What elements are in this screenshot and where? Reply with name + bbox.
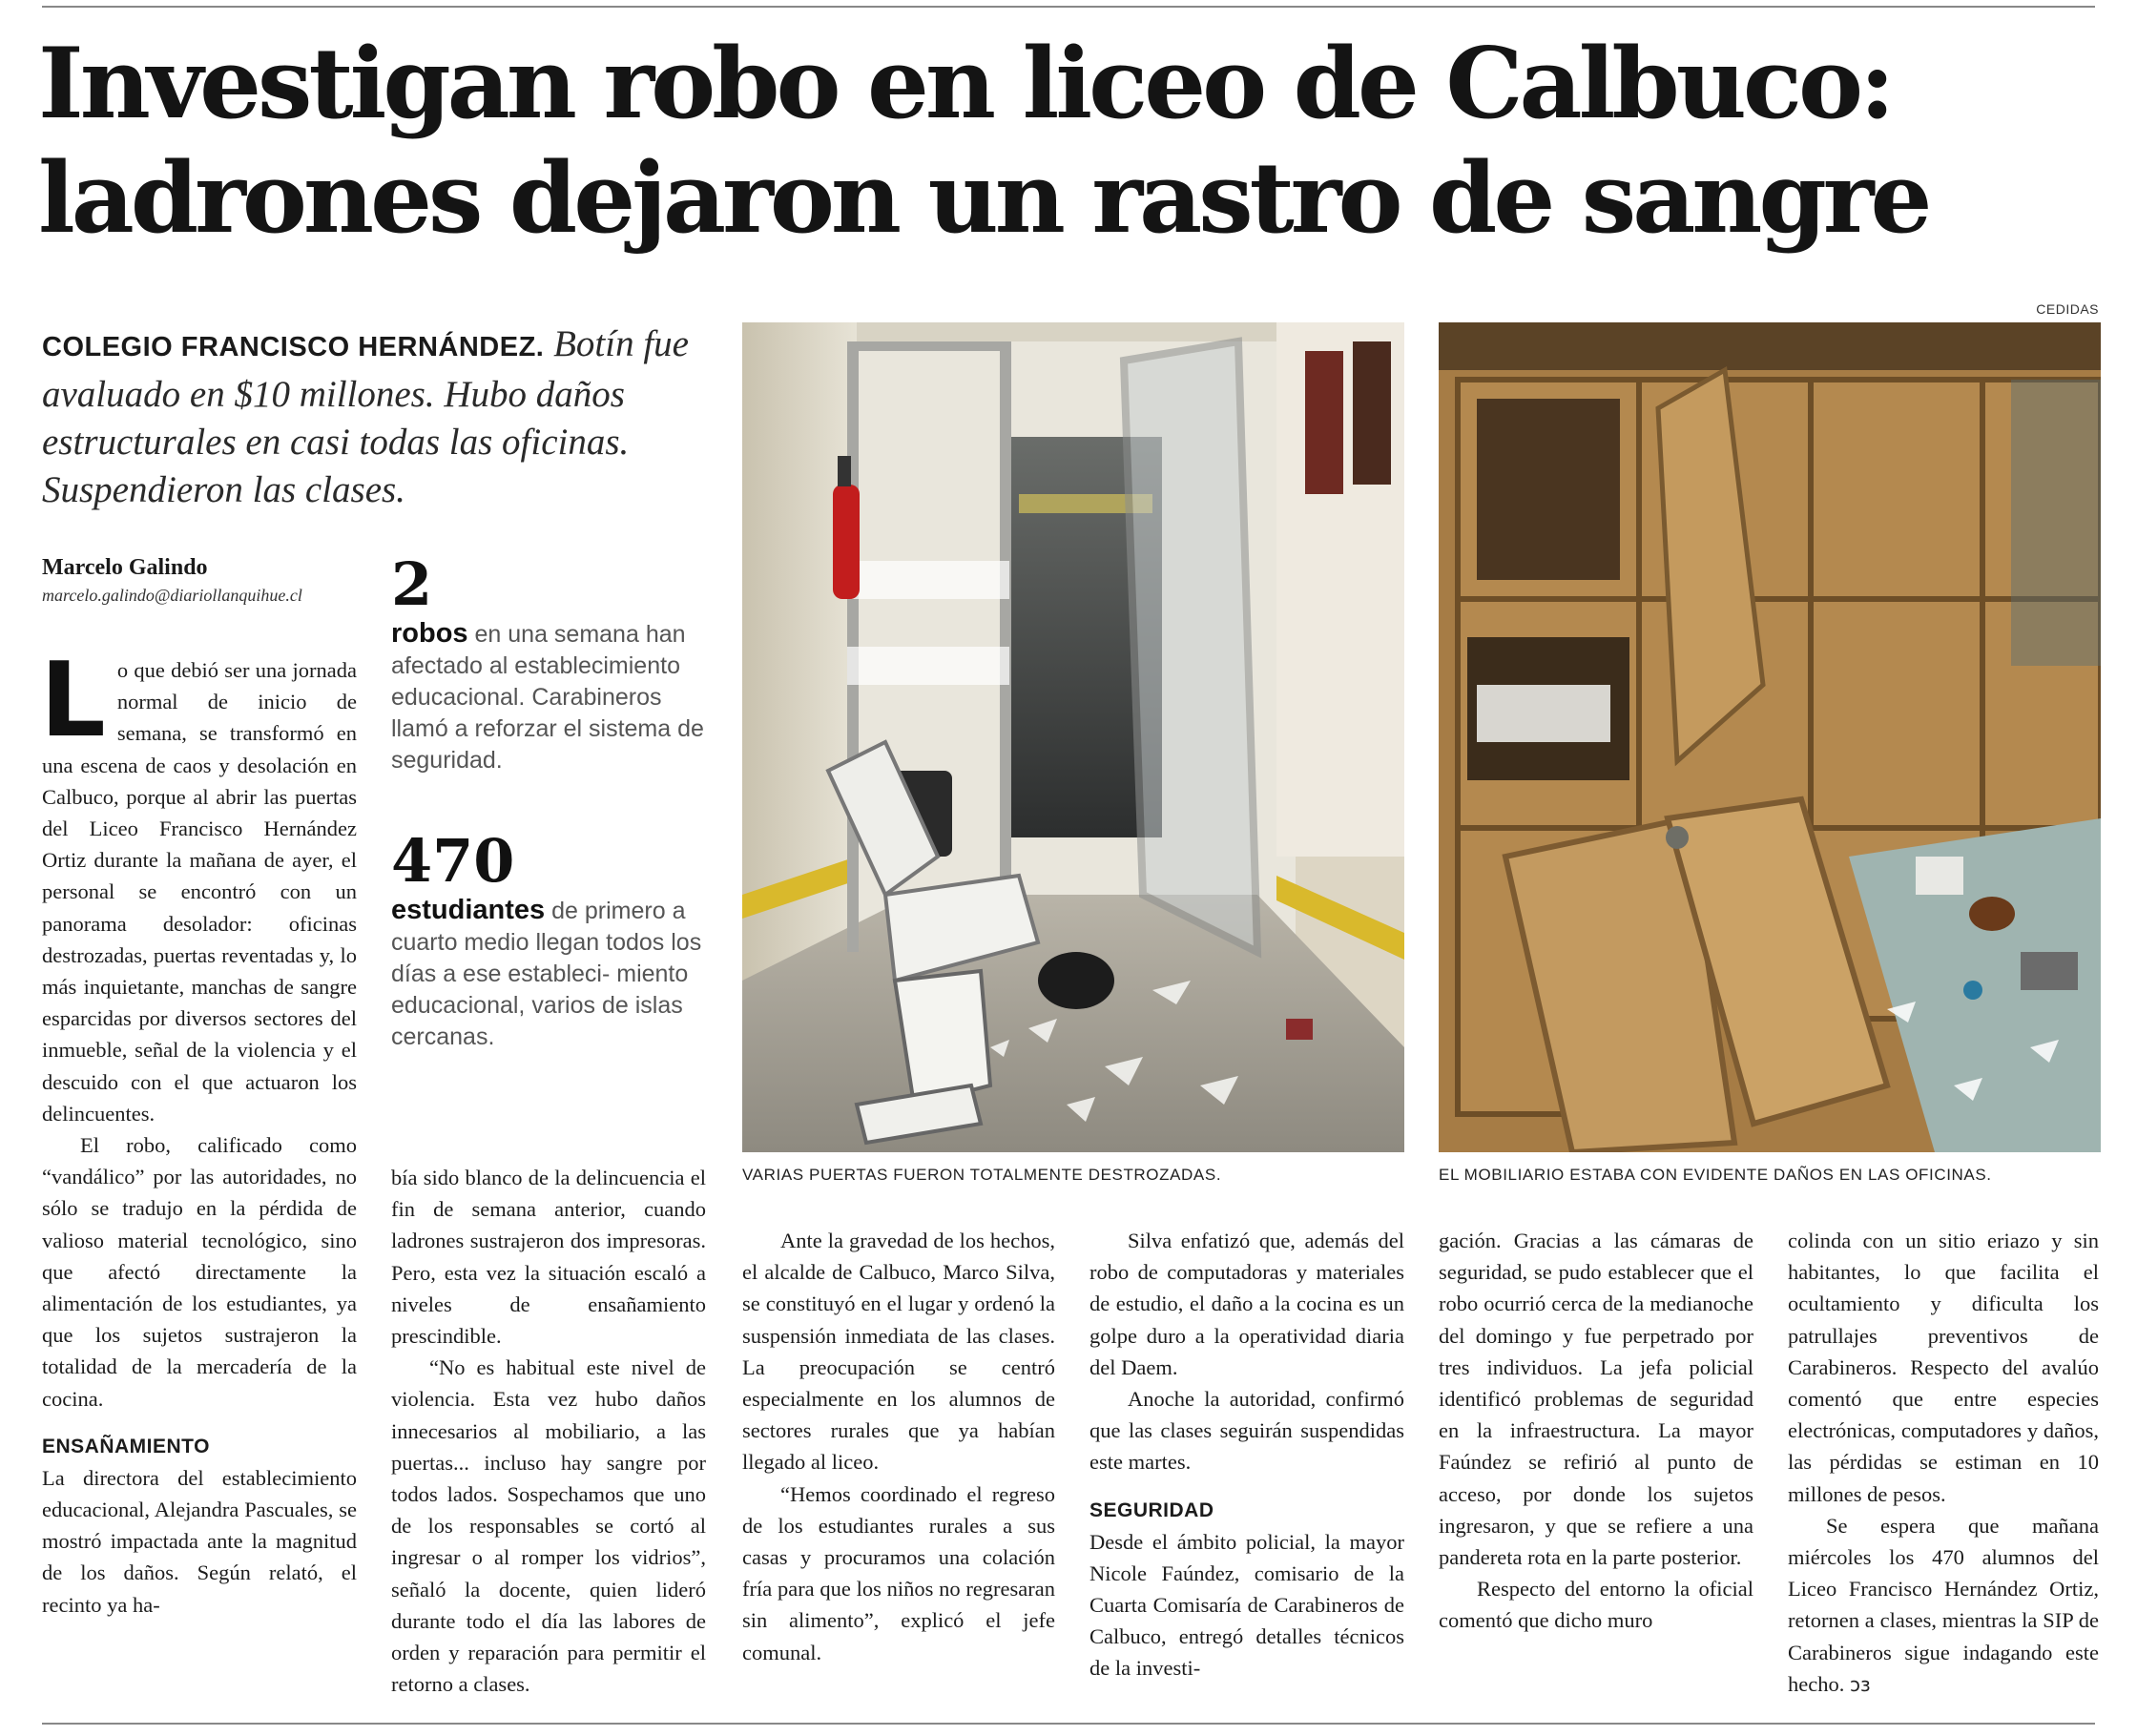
stat-number: 2 bbox=[391, 549, 433, 619]
stat-number: 470 bbox=[391, 826, 515, 896]
photo-lockers-caption: EL MOBILIARIO ESTABA CON EVIDENTE DAÑOS EN LAS OFICINAS. bbox=[1439, 1166, 1992, 1184]
paragraph: El robo, calificado como “vandálico” por las autoridades, no sólo se tradujo en la pérdida de valioso material tecnológico, sino que afectó directamente la alimentación de los estudiantes, ya que los sujetos sustrajeron la totalidad de la mercadería de la cocina. bbox=[42, 1133, 357, 1411]
paragraph-text: Se espera que mañana miércoles los 470 alumnos del Liceo Francisco Hernández Ortiz, retornen a clases, mientras la SIP de Carabineros sigue indagando este hecho. bbox=[1788, 1513, 2099, 1696]
headline bbox=[38, 27, 2118, 256]
stat-description: en una semana han afectado al establecimiento educacional. Carabineros llamó a reforzar el sistema de seguridad. bbox=[391, 621, 704, 774]
paragraph: Ante la gravedad de los hechos, el alcalde de Calbuco, Marco Silva, se constituyó en el lugar y ordenó la suspensión inmediata de las clases. La preocupación se centró especialmente en los alumnos de sectores rurales que ya habían llegado al liceo. bbox=[742, 1229, 1055, 1475]
photo-corridor-image bbox=[742, 322, 1404, 1152]
author-email: marcelo.galindo@diariollanquihue.cl bbox=[42, 586, 302, 605]
body-column-1 bbox=[40, 641, 357, 1621]
headline-line-2: ladrones dejaron un rastro de sangre bbox=[38, 141, 1929, 256]
paragraph: Desde el ámbito policial, la mayor Nicole Faúndez, comisario de la Cuarta Comisaría de Carabineros de Calbuco, entregó detalles técnicos de la investi- bbox=[1089, 1529, 1404, 1681]
body-column-6 bbox=[1788, 1225, 2099, 1701]
body-column-5 bbox=[1439, 1225, 1753, 1637]
paragraph: “No es habitual este nivel de violencia. Esta vez hubo daños innecesarios al mobiliario, a las puertas... incluso hay sangre por todos lados. Sospechamos que uno de los responsables se cortó al ingresar o al romper los vidrios”, señaló la docente, quien lideró durante todo el día las labores de orden y reparación para permitir el retorno a clases. bbox=[391, 1355, 706, 1697]
stat-description: de primero a cuarto medio llegan todos los días a ese estableci- miento educacional, varios de islas cercanas. bbox=[391, 898, 702, 1050]
stat-text bbox=[391, 895, 706, 1053]
paragraph: bía sido blanco de la delincuencia el fin de semana anterior, cuando ladrones sustrajeron dos impresoras. Pero, esta vez la situación escaló a niveles de ensañamiento prescindible. bbox=[391, 1166, 706, 1349]
paragraph: Silva enfatizó que, además del robo de computadoras y materiales de estudio, el daño a la cocina es un golpe duro a la operatividad diaria del Daem. bbox=[1089, 1229, 1404, 1379]
stat-label: robos bbox=[391, 618, 468, 649]
end-mark-icon: ↄз bbox=[1849, 1672, 1871, 1696]
stat-text bbox=[391, 618, 706, 776]
paragraph bbox=[40, 641, 357, 1129]
deck-kicker: COLEGIO FRANCISCO HERNÁNDEZ. bbox=[42, 332, 545, 362]
paragraph: gación. Gracias a las cámaras de seguridad, se pudo establecer que el robo ocurrió cerca de la medianoche del domingo y fue perpetrado por tres individuos. La jefa policial identificó problemas de seguridad en la infraestructura. La mayor Faúndez se refirió al punto de acceso, por donde los sujetos ingresaron, y que se refiere a una pandereta rota en la parte posterior. bbox=[1439, 1229, 1753, 1570]
photo-corridor-caption: VARIAS PUERTAS FUERON TOTALMENTE DESTROZADAS. bbox=[742, 1166, 1222, 1184]
deck-text: Botín fue avaluado en $10 millones. Hubo daños estructurales en casi todas las oficinas. Suspendieron las clases. bbox=[42, 323, 689, 510]
photo-lockers-image bbox=[1439, 322, 2101, 1152]
subheading-seguridad: SEGURIDAD bbox=[1089, 1498, 1214, 1521]
paragraph: Anoche la autoridad, confirmó que las clases seguirán suspendidas este martes. bbox=[1089, 1387, 1404, 1475]
paragraph: Respecto del entorno la oficial comentó que dicho muro bbox=[1439, 1577, 1753, 1633]
headline-line-1: Investigan robo en liceo de Calbuco: bbox=[38, 27, 1892, 141]
subheading-ensanamiento: ENSAÑAMIENTO bbox=[42, 1435, 210, 1457]
photo-credit: CEDIDAS bbox=[2036, 301, 2099, 317]
paragraph: La directora del establecimiento educacional, Alejandra Pascuales, se mostró impactada ante la magnitud de los daños. Según relató, el recinto ya ha- bbox=[42, 1465, 357, 1617]
body-column-3 bbox=[742, 1225, 1055, 1668]
body-column-2 bbox=[391, 1162, 706, 1700]
author-name: Marcelo Galindo bbox=[42, 555, 208, 580]
paragraph bbox=[1788, 1510, 2099, 1701]
body-column-4 bbox=[1089, 1225, 1404, 1684]
drop-cap: L bbox=[40, 641, 106, 760]
paragraph: colinda con un sitio eriazo y sin habitantes, lo que facilita el ocultamiento y dificulta los patrullajes preventivos de Carabineros. Respecto del avalúo comentó que entre especies electrónicas, computadores y daños, las pérdidas se estiman en 10 millones de pesos. bbox=[1788, 1229, 2099, 1506]
bottom-rule bbox=[42, 1723, 2095, 1725]
stat-robos bbox=[391, 551, 706, 776]
top-rule bbox=[42, 6, 2095, 8]
photo-lockers bbox=[1439, 322, 2101, 1152]
paragraph: “Hemos coordinado el regreso de los estudiantes rurales a sus casas y procuramos una colación fría para que los niños no regresaran sin alimento”, explicó el jefe comunal. bbox=[742, 1481, 1055, 1664]
stat-label: estudiantes bbox=[391, 895, 546, 925]
stat-estudiantes bbox=[391, 828, 706, 1053]
photo-corridor bbox=[742, 322, 1404, 1152]
deck bbox=[42, 320, 710, 514]
paragraph-text: o que debió ser una jornada normal de inicio de semana, se transformó en una escena de caos y desolación en Calbuco, porque al abrir las puertas del Liceo Francisco Hernández Ortiz durante la mañana de ayer, el personal se encontró con un panorama desolador: oficinas destrozadas, puertas reventadas y, lo más inquietante, manchas de sangre esparcidas por diversos sectores del inmueble, señal de la violencia y el descuido con el que actuaron los delincuentes. bbox=[42, 658, 357, 1126]
byline bbox=[42, 553, 385, 609]
